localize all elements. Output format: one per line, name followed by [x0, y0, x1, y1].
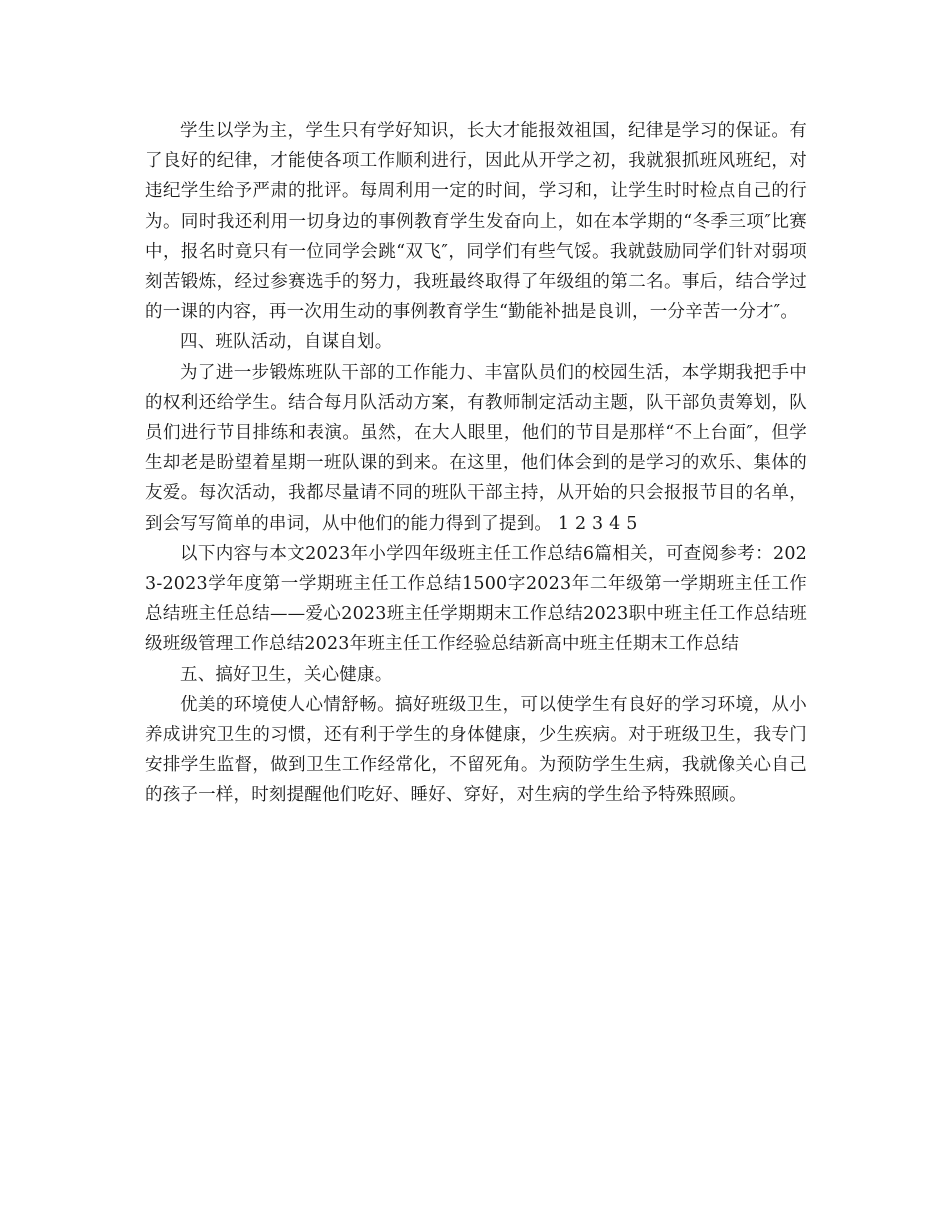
paragraph-discipline: 学生以学为主，学生只有学好知识，长大才能报效祖国，纪律是学习的保证。有了良好的纪律，才能使各项工作顺利进行，因此从开学之初，我就狠抓班风班纪，对违纪学生给予严肃的批评。每周利用一定的时间，学习和，让学生时时检点自己的行为。同时我还利用一切身边的事例教育学生发奋向上，如在本学期的“冬季三项″比赛中，报名时竟只有一位同学会跳“双飞″，同学们有些气馁。我就鼓励同学们针对弱项刻苦锻炼，经过参赛选手的努力，我班最终取得了年级组的第二名。事后，结合学过的一课的内容，再一次用生动的事例教育学生“勤能补拙是良训，一分辛苦一分才″。	[145, 121, 807, 323]
paragraph-hygiene-health: 优美的环境使人心情舒畅。搞好班级卫生，可以使学生有良好的学习环境，从小养成讲究卫生的习惯，还有利于学生的身体健康，少生疾病。对于班级卫生，我专门安排学生监督，做到卫生工作经常化，不留死角。为预防学生生病，我就像关心自己的孩子一样，时刻提醒他们吃好、睡好、穿好，对生病的学生给予特殊照顾。	[145, 694, 807, 806]
paragraph-related-articles: 以下内容与本文2023年小学四年级班主任工作总结6篇相关，可查阅参考：2023-2023学年度第一学期班主任工作总结1500字2023年二年级第一学期班主任工作总结班主任总结——爱心2023班主任学期期末工作总结2023职中班主任工作总结班级班级管理工作总结2023年班主任工作经验总结新高中班主任期末工作总结	[145, 543, 807, 655]
document-body	[145, 116, 807, 811]
section-heading-hygiene-health: 五、搞好卫生，关心健康。	[180, 664, 393, 685]
section-heading-class-activities: 四、班队活动，自谋自划。	[180, 332, 393, 353]
paragraph-class-activities: 为了进一步锻炼班队干部的工作能力、丰富队员们的校园生活，本学期我把手中的权利还给学生。结合每月队活动方案，有教师制定活动主题，队干部负责筹划，队员们进行节目排练和表演。虽然，在大人眼里，他们的节目是那样“不上台面″，但学生却老是盼望着星期一班队课的到来。在这里，他们体会到的是学习的欢乐、集体的友爱。每次活动，我都尽量请不同的班队干部主持，从开始的只会报报节目的名单，到会写写简单的串词，从中他们的能力得到了提到。 1 2 3 4 5	[145, 362, 807, 534]
